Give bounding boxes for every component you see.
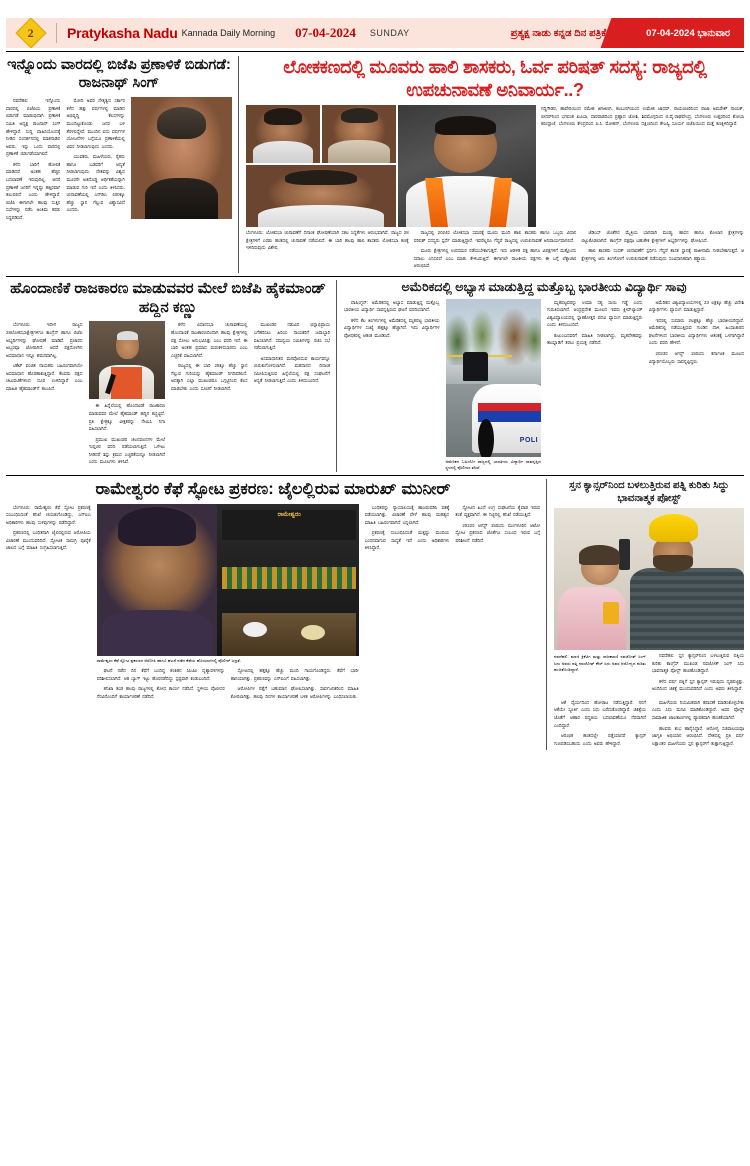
article-body-column: ಬೆಂಗಳೂರು: ರಾಮೇಶ್ವರಂ ಕೆಫೆ ಸ್ಫೋಟ ಪ್ರಕರಣಕ್ಕೆ ಸಂಬಂಧಿಸಿದಂತೆ ತನಿಖೆ ಚುರುಕುಗೊಂಡಿದ್ದು, ಎನ್‌ಐಎ ಅಧಿಕಾರಿಗಳು ಹಲವು ಸುಳಿವುಗಳನ್ನು ಪಡೆದಿದ್ದಾರೆ. ಪ್ರಕರಣದಲ್ಲಿ ಬಂಧಿತನಾಗಿ ಜೈಲಿನಲ್ಲಿರುವ ಆರೋಪಿಯ ವಿಚಾರಣೆ ಮುಂದುವರಿದಿದೆ. ಸ್ಫೋಟಕ ಸಾಮಗ್ರಿ ಪೂರೈಕೆ ಜಾಲದ ಬಗ್ಗೆ ಮಾಹಿತಿ ಸಂಗ್ರಹಿಸಲಾಗುತ್ತಿದೆ. [6,504,91,551]
article-body-column: ಗದ್ದಿಗೌಡರ, ಹಾವೇರಿಯಿಂದ ರಮೇಶ ಜಿಗಜಿಣಗಿ, ಕಲಬುರಗಿಯಿಂದ ಉಮೇಶ ಜಾಧವ್, ರಾಯಚೂರಿನಿಂದ ರಾಜಾ ಅಮರೇಶ್ ನಾಯಕ್, ಬೀದರ್‌ನಿಂದ ಭಗವಂತ ಖೂಬಾ, ಧಾರವಾಡದಿಂದ ಪ್ರಹ್ಲಾದ ಜೋಶಿ, ಶಿವಮೊಗ್ಗದಿಂದ ಬಿ.ವೈ.ರಾಘವೇಂದ್ರ, ಬೆಂಗಳೂರು ಉತ್ತರದಿಂದ ಶೋಭಾ ಕರಂದ್ಲಾಜೆ, ಬೆಂಗಳೂರು ಕೇಂದ್ರದಿಂದ ಪಿ.ಸಿ. ಮೋಹನ್, ಬೆಂಗಳೂರು ದಕ್ಷಿಣದಿಂದ ತೇಜಸ್ವಿ ಸೂರ್ಯ ಬಿಜೆಪಿಯಿಂದ ಮತ್ತೆ ಕಣಕ್ಕಿಳಿದಿದ್ದಾರೆ. [541,106,744,127]
section-rule-top [6,276,744,277]
candidate-photo-grid [246,105,536,227]
page-number-badge [15,18,46,48]
article-sidhu-wife-cancer [546,479,744,750]
article-body-column: ಮಹಿಳೆಯರು ನಿಯಮಿತವಾಗಿ ತಪಾಸಣೆ ಮಾಡಿಸಿಕೊಳ್ಳಬೇಕು ಎಂದು ಸಿಧು ಮನವಿ ಮಾಡಿಕೊಂಡಿದ್ದಾರೆ. ಅವರ ಪೋಸ್ಟ್ ಸಾಮಾಜಿಕ ಜಾಲತಾಣಗಳಲ್ಲಿ ವ್ಯಾಪಕವಾಗಿ ಹಂಚಿಕೆಯಾಗಿದೆ. ಹಲವರು ಶುಭ ಹಾರೈಸಿದ್ದಾರೆ. ಆರೋಗ್ಯ ಸಚಿವಾಲಯವೂ ಜಾಗೃತಿ ಅಭಿಯಾನ ಆರಂಭಿಸಿದೆ. ದೇಶದಲ್ಲಿ ಪ್ರತಿ ವರ್ಷ ಲಕ್ಷಾಂತರ ಮಹಿಳೆಯರು ಸ್ತನ ಕ್ಯಾನ್ಸರ್‌ಗೆ ತುತ್ತಾಗುತ್ತಿದ್ದಾರೆ. [652,699,744,746]
masthead-bar [6,18,744,48]
section-rule-middle [6,475,744,476]
middle-section [6,280,744,472]
headline-rameshwaram-cafe-blast: ರಾಮೇಶ್ವರಂ ಕೆಫೆ ಸ್ಫೋಟ ಪ್ರಕರಣ: ಜೈಲಲ್ಲಿರುವ ಮಾರುಖ್ ಮುನೀರ್ [95,479,451,498]
article-bjp-highcommand [6,280,336,472]
column-with-photo [89,321,166,469]
mla-portrait-photo [246,165,396,227]
newspaper-title: Pratykasha Nadu [67,25,178,41]
article-body-column: ಬಂಧಿತರನ್ನು ನ್ಯಾಯಾಲಯಕ್ಕೆ ಹಾಜರುಪಡಿಸಿ ವಶಕ್ಕೆ ಪಡೆಯಲಾಗಿತ್ತು. ವಿಚಾರಣೆ ವೇಳೆ ಹಲವು ಮಹತ್ವದ ಮಾಹಿತಿ ಬಹಿರಂಗವಾಗಿದೆ ಎನ್ನಲಾಗಿದೆ. ಪ್ರಕರಣಕ್ಕೆ ಸಂಬಂಧಿಸಿದಂತೆ ಮತ್ತಷ್ಟು ಮಂದಿಯ ಬಂಧನವಾಗುವ ಸಾಧ್ಯತೆ ಇದೆ ಎಂದು ಅಧಿಕಾರಿಗಳು ತಿಳಿಸಿದ್ದಾರೆ. [364,504,450,551]
article-body-column: ರಾಜ್ಯದಲ್ಲಿ 2024ರ ಲೋಕಸಭಾ ಸಮರಕ್ಕೆ ಮೂರು ಮಂದಿ ಹಾಲಿ ಶಾಸಕರು ಹಾಗೂ ಒಬ್ಬರು ವಿಧಾನ ಪರಿಷತ್ ಸದಸ್ಯರು ಸ್ಪರ್ಧೆ ಮಾಡುತ್ತಿದ್ದಾರೆ. ಇವರೆಲ್ಲರೂ ಗೆದ್ದರೆ ರಾಜ್ಯದಲ್ಲಿ ಉಪಚುನಾವಣೆ ಅನಿವಾರ್ಯವಾಗಲಿದೆ. ಮೂರು ಕ್ಷೇತ್ರಗಳಲ್ಲಿ ಉಪಸಮರ ನಡೆಯಬೇಕಾಗುತ್ತದೆ. ಇದು ಆಡಳಿತ ಪಕ್ಷ ಹಾಗೂ ವಿಪಕ್ಷಗಳಿಗೆ ಮತ್ತೊಂದು ಸವಾಲು ಎನಿಸಲಿದೆ ಎಂಬ ಮಾತು ಕೇಳಿಬರುತ್ತಿದೆ. ಈಗಾಗಲೇ ರಾಜಕೀಯ ಪಕ್ಷಗಳು ಈ ಬಗ್ಗೆ ಲೆಕ್ಕಾಚಾರ ಆರಂಭಿಸಿವೆ. [413,230,577,269]
page-number-text: 2 [28,25,34,40]
bjp-candidate-photo [398,105,536,227]
basavaraj-bommai-photo [322,105,396,163]
article-body-column: ಕಳೆದ ವಿಧಾನಸಭಾ ಚುನಾವಣೆಯಲ್ಲಿ ಹೊಂದಾಣಿಕೆ ರಾಜಕಾರಣದಿಂದಾಗಿ ಹಲವು ಕ್ಷೇತ್ರಗಳಲ್ಲಿ ಪಕ್ಷ ಸೋಲು ಅನುಭವಿಸಿತ್ತು ಎಂಬ ವರದಿ ಇದೆ. ಈ ಬಾರಿ ಅಂತಹ ಪ್ರಮಾದ ಮರುಕಳಿಸಬಾರದು ಎಂಬ ಎಚ್ಚರಿಕೆ ವಹಿಸಲಾಗಿದೆ. ರಾಜ್ಯದಲ್ಲಿ ಈ ಬಾರಿ 25ಕ್ಕೂ ಹೆಚ್ಚು ಸ್ಥಾನ ಗೆಲ್ಲುವ ಗುರಿಯನ್ನು ಹೈಕಮಾಂಡ್ ನಿಗದಿಪಡಿಸಿದೆ. ಅದಕ್ಕಾಗಿ ಎಲ್ಲಾ ಮುಖಂಡರೂ ಒಗ್ಗಟ್ಟಿನಿಂದ ಕೆಲಸ ಮಾಡಬೇಕು ಎಂದು ಸೂಚನೆ ನೀಡಲಾಗಿದೆ. [171,322,248,392]
photo-wrapper [131,97,232,224]
article-body-column: ಅಮೆರಿಕದ ವಿಶ್ವವಿದ್ಯಾಲಯಗಳಲ್ಲಿ 23 ಲಕ್ಷಕ್ಕೂ ಹೆಚ್ಚು ವಿದೇಶಿ ವಿದ್ಯಾರ್ಥಿಗಳು ವ್ಯಾಸಂಗ ಮಾಡುತ್ತಿದ್ದಾರೆ. ಇದರಲ್ಲಿ ಸುಮಾರು 2ಲಕ್ಷಕ್ಕೂ ಹೆಚ್ಚು ಭಾರತೀಯರಿದ್ದಾರೆ. ಅಮೆರಿಕದಲ್ಲಿ ನಡೆಯುತ್ತಿರುವ ಗುಂಡಿನ ದಾಳಿ, ಹಿಂಸಾಚಾರದ ಘಟನೆಗಳಿಂದ ಭಾರತೀಯ ವಿದ್ಯಾರ್ಥಿಗಳು ಆತಂಕಕ್ಕೆ ಒಳಗಾಗಿದ್ದಾರೆ ಎಂದು ವರದಿ ಹೇಳಿದೆ. 2023ರ ಆಗಸ್ಟ್ 15ರಂದು ಕರ್ನಾಟಕ ಮೂಲದ ವಿದ್ಯಾರ್ಥಿಯೊಬ್ಬರು ಸಾವನ್ನಪ್ಪಿದ್ದರು. [648,299,744,364]
masthead-divider [56,23,57,43]
hd-kumaraswamy-photo [246,105,320,163]
rameshwaram-cafe-blast-photo: ರಾಮೇಶ್ವರಂ [97,504,359,656]
headline-bjp-highcommand: ಹೊಂದಾಣಿಕೆ ರಾಜಕಾರಣ ಮಾಡುವವರ ಮೇಲೆ ಬಿಜೆಪಿ ಹೈಕಮಾಂಡ್ ಹದ್ದಿನ ಕಣ್ಣು [10,279,326,316]
article-body-column: ಆಕೆ ಧೈರ್ಯದಿಂದ ಹೋರಾಟ ನಡೆಸುತ್ತಿದ್ದಾರೆ. ನನಗೆ ಆಕೆಯೇ ಸ್ಫೂರ್ತಿ ಎಂದು ಸಿಧು ಬರೆದುಕೊಂಡಿದ್ದಾರೆ. ಚಿಕಿತ್ಸೆಯ ಜೊತೆಗೆ ಆಹಾರ ಪದ್ಧತಿಯ ಬದಲಾವಣೆಯೂ ನೆರವಾಗಿದೆ ಎಂದಿದ್ದಾರೆ. ಆರಂಭಿಕ ಹಂತದಲ್ಲೇ ಪತ್ತೆಯಾದರೆ ಕ್ಯಾನ್ಸರ್ ಗುಣಪಡಿಸಬಹುದು ಎಂದು ಅವರು ಹೇಳಿದ್ದಾರೆ. [554,699,646,746]
article-body-column: ಈ ಹಿನ್ನೆಲೆಯಲ್ಲಿ ಹೊಂದಾಣಿಕೆ ರಾಜಕಾರಣ ಮಾಡುವವರ ಮೇಲೆ ಹೈಕಮಾಂಡ್ ಹದ್ದಿನ ಕಣ್ಣಿಟ್ಟಿದೆ. ಪ್ರತಿ ಕ್ಷೇತ್ರಕ್ಕೂ ವೀಕ್ಷಕರನ್ನು ನೇಮಿಸಿ ನಿಗಾ ವಹಿಸಲಾಗಿದೆ. ಪ್ರಮುಖ ಮುಖಂಡರ ಚಲನವಲನಗಳ ಮೇಲೆ ಗುಪ್ತಚರ ವರದಿ ಪಡೆಯಲಾಗುತ್ತಿದೆ. ಒಳೇಟು ನೀಡಿದರೆ ಶಿಸ್ತು ಕ್ರಮದ ಎಚ್ಚರಿಕೆಯನ್ನೂ ನೀಡಲಾಗಿದೆ ಎಂದು ಮೂಲಗಳು ತಿಳಿಸಿವೆ. [88,403,165,465]
column-with-photo [97,504,359,704]
rajnath-singh-photo [131,97,232,219]
headline-bjp-manifesto: ಇನ್ನೊಂದು ವಾರದಲ್ಲಿ ಬಿಜೆಪಿ ಪ್ರಣಾಳಿಕೆ ಬಿಡುಗಡೆ: ರಾಜನಾಥ್ ಸಿಂಗ್ [7,57,231,92]
newspaper-page [0,18,750,1166]
photo-caption: ರಾಮೇಶ್ವರಂ ಕೆಫೆ ಸ್ಫೋಟ ಪ್ರಕರಣದ ಆರೋಪಿ ಹಾಗೂ ಘಟನೆ ನಡೆದ ಕೆಫೆಯ ಹೊರಭಾಗದಲ್ಲಿ ಪೊಲೀಸ್ ಭದ್ರತೆ. [96,657,241,663]
article-bjp-manifesto [6,56,238,273]
photo-caption: ಅಮೆರಿಕದ ಓಹಿಯೋ ರಾಜ್ಯದಲ್ಲಿ ಭಾರತೀಯ ವಿದ್ಯಾರ್ಥಿ ಸಾವನ್ನಪ್ಪಿದ ಸ್ಥಳದಲ್ಲಿ ಪೊಲೀಸರ ತನಿಖೆ. [445,458,541,471]
article-indian-student-death [336,280,744,472]
masthead-date-banner [620,18,744,48]
navjot-sidhu-wife-photo [554,508,744,650]
article-body-column: ಸ್ಫೋಟದ ಹಿಂದೆ ಉಗ್ರ ಸಂಘಟನೆಯ ಕೈವಾಡ ಇರುವ ಶಂಕೆ ವ್ಯಕ್ತವಾಗಿದೆ. ಈ ನಿಟ್ಟಿನಲ್ಲಿ ತನಿಖೆ ನಡೆಯುತ್ತಿದೆ. 2022ರ ಆಗಸ್ಟ್ 15ರಂದು ಮಂಗಳೂರಿನ ಆಟೋ ಸ್ಫೋಟ ಪ್ರಕರಣದ ಜೊತೆಗೂ ಸಂಬಂಧ ಇರುವ ಬಗ್ಗೆ ಪರಿಶೀಲನೆ ನಡೆದಿದೆ. [455,504,541,543]
photo-caption: ನವದೆಹಲಿ: ಮಾಜಿ ಕ್ರಿಕೆಟಿಗ ಮತ್ತು ರಾಜಕಾರಣಿ ನವಜೋತ್ ಸಿಂಗ್ ಸಿಧು ಅವರು ಪತ್ನಿ ನವಜೋತ್ ಕೌರ್ ಸಿಧು ಅವರ ಆರೋಗ್ಯದ ಕುರಿತು ಹಂಚಿಕೊಂಡಿದ್ದಾರೆ. [554,653,646,673]
article-rameshwaram-cafe-blast [6,479,546,750]
masthead-rule [6,51,744,52]
amit-shah-photo [89,321,166,399]
masthead-day: SUNDAY [369,28,410,38]
headline-sidhu-wife-cancer: ಸ್ತನ ಕ್ಯಾನ್ಸರ್‌ನಿಂದ ಬಳಲುತ್ತಿರುವ ಪತ್ನಿ ಕುರಿತು ಸಿದ್ಧು ಭಾವನಾತ್ಮಕ ಪೋಸ್ಟ್ [569,479,729,504]
article-body-column: ಮೃತಪಟ್ಟವರನ್ನು ಉಮಾ ಸತ್ಯ ಸಾಯಿ ಗಡ್ಡೆ ಎಂದು ಗುರುತಿಸಲಾಗಿದೆ. ಆಂಧ್ರಪ್ರದೇಶ ಮೂಲದ ಇವರು ಕ್ಲೀವ್‌ಲ್ಯಾಂಡ್ ವಿಶ್ವವಿದ್ಯಾಲಯದಲ್ಲಿ ಸ್ನಾತಕೋತ್ತರ ಪದವಿ ವ್ಯಾಸಂಗ ಮಾಡುತ್ತಿದ್ದರು ಎಂದು ತಿಳಿದುಬಂದಿದೆ. ಕುಟುಂಬದವರಿಗೆ ಮಾಹಿತಿ ನೀಡಲಾಗಿದ್ದು, ಮೃತದೇಹವನ್ನು ತಾಯ್ನಾಡಿಗೆ ತರಲು ಪ್ರಯತ್ನ ನಡೆದಿದೆ. [547,299,643,346]
article-body-column: ಮುಖಂಡರ ನಡುವಿನ ಭಿನ್ನಾಭಿಪ್ರಾಯ ಬಗೆಹರಿಸಲು ಹಿರಿಯ ನಾಯಕರಿಗೆ ಜವಾಬ್ದಾರಿ ವಹಿಸಲಾಗಿದೆ. ಸಮನ್ವಯ ಸಮಿತಿಗಳನ್ನು ರಚಿಸಿ ಸಭೆ ನಡೆಸಲಾಗುತ್ತಿದೆ. ಅಸಮಾಧಾನಿತರ ಮನವೊಲಿಸುವ ಕಾರ್ಯವನ್ನೂ ಚುರುಕುಗೊಳಿಸಲಾಗಿದೆ. ಮತದಾನದ ದಿನಾಂಕ ಸಮೀಪಿಸುತ್ತಿರುವ ಹಿನ್ನೆಲೆಯಲ್ಲಿ ಪಕ್ಷ ಸಂಘಟನೆಗೆ ಆದ್ಯತೆ ನೀಡಲಾಗುತ್ತಿದೆ ಎಂದು ತಿಳಿದುಬಂದಿದೆ. [253,322,330,384]
masthead-kannada-tagline: ಪ್ರತ್ಯಕ್ಷ ನಾಡು ಕನ್ನಡ ದಿನ ಪತ್ರಿಕೆ [510,27,607,39]
article-body-column: ಜೆಡಿಎಸ್ ಜೊತೆಗಿನ ಮೈತ್ರಿಯ ಭಾಗವಾಗಿ ಮಂಡ್ಯ, ಹಾಸನ ಹಾಗೂ ಕೋಲಾರ ಕ್ಷೇತ್ರಗಳನ್ನು ಬಿಟ್ಟುಕೊಡಲಾಗಿದೆ. ಕಾಂಗ್ರೆಸ್ ಪಕ್ಷವೂ ಬಹುತೇಕ ಕ್ಷೇತ್ರಗಳಿಗೆ ಅಭ್ಯರ್ಥಿಗಳನ್ನು ಘೋಷಿಸಿದೆ. ಹಾಲಿ ಶಾಸಕರು ಸಂಸತ್ ಚುನಾವಣೆಗೆ ಸ್ಪರ್ಧಿಸಿ ಗೆದ್ದರೆ ಶಾಸಕ ಸ್ಥಾನಕ್ಕೆ ರಾಜೀನಾಮೆ ನೀಡಬೇಕಾಗುತ್ತದೆ. ಆ ಕ್ಷೇತ್ರಗಳಲ್ಲಿ ಆರು ತಿಂಗಳೊಳಗೆ ಉಪಚುನಾವಣೆ ನಡೆಸುವುದು ಸಂವಿಧಾನಿಕವಾಗಿ ಕಡ್ಡಾಯ. [581,230,745,261]
masthead-date: 07-04-2024 [295,25,356,40]
headline-bypoll-mlas: ಲೋಕಕಣದಲ್ಲಿ ಮೂವರು ಹಾಲಿ ಶಾಸಕರು, ಓರ್ವ ಪರಿಷತ್ ಸದಸ್ಯ: ರಾಜ್ಯದಲ್ಲಿ ಉಪಚುನಾವಣೆ ಅನಿವಾರ್ಯ..? [283,57,707,100]
headline-indian-student-death: ಅಮೆರಿಕದಲ್ಲಿ ಅಭ್ಯಾಸ ಮಾಡುತ್ತಿದ್ದ ಮತ್ತೊಬ್ಬ ಭಾರತೀಯ ವಿದ್ಯಾರ್ಥಿ ಸಾವು [401,279,687,294]
article-body-column: ನವದೆಹಲಿ: ಸ್ತನ ಕ್ಯಾನ್ಸರ್‌ನಿಂದ ಬಳಲುತ್ತಿರುವ ಪತ್ನಿಯ ಕುರಿತು ಕಾಂಗ್ರೆಸ್ ಮುಖಂಡ ನವಜೋತ್ ಸಿಂಗ್ ಸಿಧು ಭಾವನಾತ್ಮಕ ಪೋಸ್ಟ್ ಹಂಚಿಕೊಂಡಿದ್ದಾರೆ. ಕಳೆದ ವರ್ಷ ಪತ್ನಿಗೆ ಸ್ತನ ಕ್ಯಾನ್ಸರ್ ಇರುವುದು ದೃಢಪಟ್ಟಿತ್ತು. ಅಂದಿನಿಂದ ಚಿಕಿತ್ಸೆ ಮುಂದುವರಿದಿದೆ ಎಂದು ಅವರು ತಿಳಿಸಿದ್ದಾರೆ. [652,652,744,692]
article-body-column: ಮೋದಿ ಅವರ ನೇತೃತ್ವದ ಸರ್ಕಾರ ಕಳೆದ ಹತ್ತು ವರ್ಷಗಳಲ್ಲಿ ಮಾಡಿದ ಅಭಿವೃದ್ಧಿ ಕೆಲಸಗಳನ್ನು ಮುಂದಿಟ್ಟುಕೊಂಡು ಜನರ ಬಳಿ ತೆರಳಲಿದ್ದೇವೆ. ಮುಂದಿನ ಐದು ವರ್ಷಗಳ ಯೋಜನೆಗಳ ಬಗ್ಗೆಯೂ ಪ್ರಣಾಳಿಕೆಯಲ್ಲಿ ವಿವರ ನೀಡಲಾಗುವುದು ಎಂದರು. ಯುವಕರು, ಮಹಿಳೆಯರು, ರೈತರು ಹಾಗೂ ಬಡವರಿಗೆ ಆದ್ಯತೆ ನೀಡಲಾಗುವುದು. ದೇಶವನ್ನು ವಿಶ್ವದ ಮೂರನೇ ಅತಿದೊಡ್ಡ ಆರ್ಥಿಕತೆಯನ್ನಾಗಿ ಮಾಡುವ ಗುರಿ ಇದೆ ಎಂದು ತಿಳಿಸಿದರು. ಚುನಾವಣೆಯಲ್ಲಿ ಎನ್‌ಡಿಎ 400ಕ್ಕೂ ಹೆಚ್ಚು ಸ್ಥಾನ ಗೆಲ್ಲುವ ವಿಶ್ವಾಸವಿದೆ ಎಂದರು. [66,98,125,213]
column-with-photo [446,299,542,472]
article-bypoll-mlas [238,56,744,273]
bottom-section [6,479,744,750]
article-body-column: ವಾಷಿಂಗ್ಟನ್: ಅಮೆರಿಕದಲ್ಲಿ ಅಭ್ಯಾಸ ಮಾಡುತ್ತಿದ್ದ ಮತ್ತೊಬ್ಬ ಭಾರತೀಯ ವಿದ್ಯಾರ್ಥಿ ಸಾವನ್ನಪ್ಪಿರುವ ಘಟನೆ ವರದಿಯಾಗಿದೆ. ಕಳೆದ ಕೆಲ ತಿಂಗಳುಗಳಲ್ಲಿ ಅಮೆರಿಕದಲ್ಲಿ ಮೃತಪಟ್ಟ ಭಾರತೀಯ ವಿದ್ಯಾರ್ಥಿಗಳ ಸಂಖ್ಯೆ ಹತ್ತಕ್ಕೂ ಹೆಚ್ಚಾಗಿದೆ. ಇದು ವಿದ್ಯಾರ್ಥಿಗಳ ಪೋಷಕರಲ್ಲಿ ಆತಂಕ ಮೂಡಿಸಿದೆ. [344,299,440,338]
article-body-column: ನವದೆಹಲಿ: ಇನ್ನೊಂದು ವಾರದಲ್ಲಿ ಬಿಜೆಪಿಯ ಪ್ರಣಾಳಿಕೆ ಬಿಡುಗಡೆ ಮಾಡುವುದಾಗಿ ಪ್ರಣಾಳಿಕೆ ಸಮಿತಿ ಅಧ್ಯಕ್ಷ ರಾಜನಾಥ್ ಸಿಂಗ್ ಹೇಳಿದ್ದಾರೆ. ಸುದ್ದಿ ವಾಹಿನಿಯೊಂದಕ್ಕೆ ನೀಡಿದ ಸಂದರ್ಶನದಲ್ಲಿ ಮಾತನಾಡಿದ ಅವರು, ಇನ್ನು ಒಂದು ವಾರದಲ್ಲಿ ಪ್ರಣಾಳಿಕೆ ಬಿಡುಗಡೆಯಾಗಲಿದೆ. ಕಳೆದ ಬಾರಿಗೆ ಹೋಲಿಕೆ ಮಾಡಿದರೆ ಅಂತಹ ಹೆಚ್ಚಿನ ಬದಲಾವಣೆ ಇರುವುದಿಲ್ಲ. ಆದರೆ ಪ್ರಣಾಳಿಕೆ ಜನರಿಗೆ ಇನ್ನಷ್ಟು ಹತ್ತಿರವಾಗಿ ತಲುಪಲಿದೆ ಎಂದು ಹೇಳಿದ್ದಾರೆ. ಬಿಜೆಪಿ ಈಗಾಗಲೇ ಹಲವು ಸುತ್ತಿನ ಸಭೆಗಳನ್ನು ನಡೆಸಿ ಅಂತಿಮ ಕರಡು ಸಿದ್ಧಪಡಿಸಿದೆ. [6,98,61,220]
police-car-crime-scene-photo: POLI [446,299,542,457]
top-section [6,56,744,273]
masthead-date-banner-text: 07-04-2024 ಭಾನುವಾರ [646,27,730,39]
article-body-column: ಬೆಂಗಳೂರು: ಇದೀಗ ರಾಜ್ಯದ 28ಲೋಕಸಭಾಕ್ಷೇತ್ರಗಳಿಗೂ ಕಾಂಗ್ರೆಸ್ ಹಾಗೂ ಬಿಜೆಪಿ ಅಭ್ಯರ್ಥಿಗಳನ್ನು ಘೋಷಣೆ ಮಾಡಿವೆ. ಪ್ರಚಾರದ ಅಬ್ಬರವೂ ಜೋರಾಗಿದೆ. ಆದರೆ ಪಕ್ಷದೊಳಗಿನ ಅಸಮಾಧಾನ ಇನ್ನೂ ಶಮನವಾಗಿಲ್ಲ. ಟಿಕೆಟ್ ವಂಚಿತ ನಾಯಕರು ಬಹಿರಂಗವಾಗಿಯೇ ಅಸಮಾಧಾನ ಹೊರಹಾಕುತ್ತಿದ್ದಾರೆ. ಕೆಲವರು ಪಕ್ಷದ ಚಟುವಟಿಕೆಗಳಿಂದ ದೂರ ಉಳಿದಿದ್ದಾರೆ ಎಂಬ ಮಾಹಿತಿ ಹೈಕಮಾಂಡ್‌ಗೆ ತಲುಪಿದೆ. [6,322,83,392]
article-body-column: ಸ್ಫೋಟದಲ್ಲಿ ಹತ್ತಕ್ಕೂ ಹೆಚ್ಚು ಮಂದಿ ಗಾಯಗೊಂಡಿದ್ದರು. ಕೆಫೆಗೆ ಭಾರೀ ಹಾನಿಯಾಗಿತ್ತು. ಪ್ರಕರಣವನ್ನು ಎನ್‌ಐಎಗೆ ವಹಿಸಲಾಗಿತ್ತು. ಆರೋಪಿಗಳ ಪತ್ತೆಗೆ ಬಹುಮಾನ ಘೋಷಿಸಲಾಗಿತ್ತು. ಸಾರ್ವಜನಿಕರಿಂದ ಮಾಹಿತಿ ಕೋರಲಾಗಿತ್ತು. ಹಲವು ದಿನಗಳ ಕಾರ್ಯಾಚರಣೆ ಬಳಿಕ ಆರೋಪಿಗಳನ್ನು ಬಂಧಿಸಲಾಯಿತು. [230,668,359,700]
article-body-column: ಬೆಂಗಳೂರು: ಲೋಕಸಭಾ ಚುನಾವಣೆಗೆ ದಿನಾಂಕ ಘೋಷಣೆಯಾಗಿ ಸಕಲ ಸಿದ್ಧತೆಗಳು ಆರಂಭವಾಗಿವೆ. ರಾಜ್ಯದ 28 ಕ್ಷೇತ್ರಗಳಿಗೆ ಎರಡು ಹಂತದಲ್ಲಿ ಚುನಾವಣೆ ನಡೆಯಲಿದೆ. ಈ ಬಾರಿ ಹಲವು ಹಾಲಿ ಶಾಸಕರು ಲೋಕಸಭಾ ಕಣಕ್ಕೆ ಇಳಿದಿರುವುದು ವಿಶೇಷ. [246,230,409,251]
newspaper-subtitle: Kannada Daily Morning [181,28,276,38]
article-body-column: ಘಟನೆ ನಡೆದ ದಿನ ಕೆಫೆಗೆ ಬಂದಿದ್ದ ಶಂಕಿತನ ಸಿಸಿಟಿವಿ ದೃಶ್ಯಾವಳಿಗಳನ್ನು ಪರಿಶೀಲಿಸಲಾಗಿದೆ. ಆತ ಬ್ಯಾಗ್ ಇಟ್ಟು ಹೊರನಡೆದಿದ್ದು ಸ್ಪಷ್ಟವಾಗಿ ಕಂಡುಬಂದಿದೆ. ತನಿಖಾ ತಂಡ ಹಲವು ರಾಜ್ಯಗಳಲ್ಲಿ ಶೋಧ ಕಾರ್ಯ ನಡೆಸಿದೆ. ಸ್ಥಳೀಯ ಪೊಲೀಸರ ನೆರವಿನೊಂದಿಗೆ ಕಾರ್ಯಾಚರಣೆ ನಡೆದಿದೆ. [96,668,225,700]
